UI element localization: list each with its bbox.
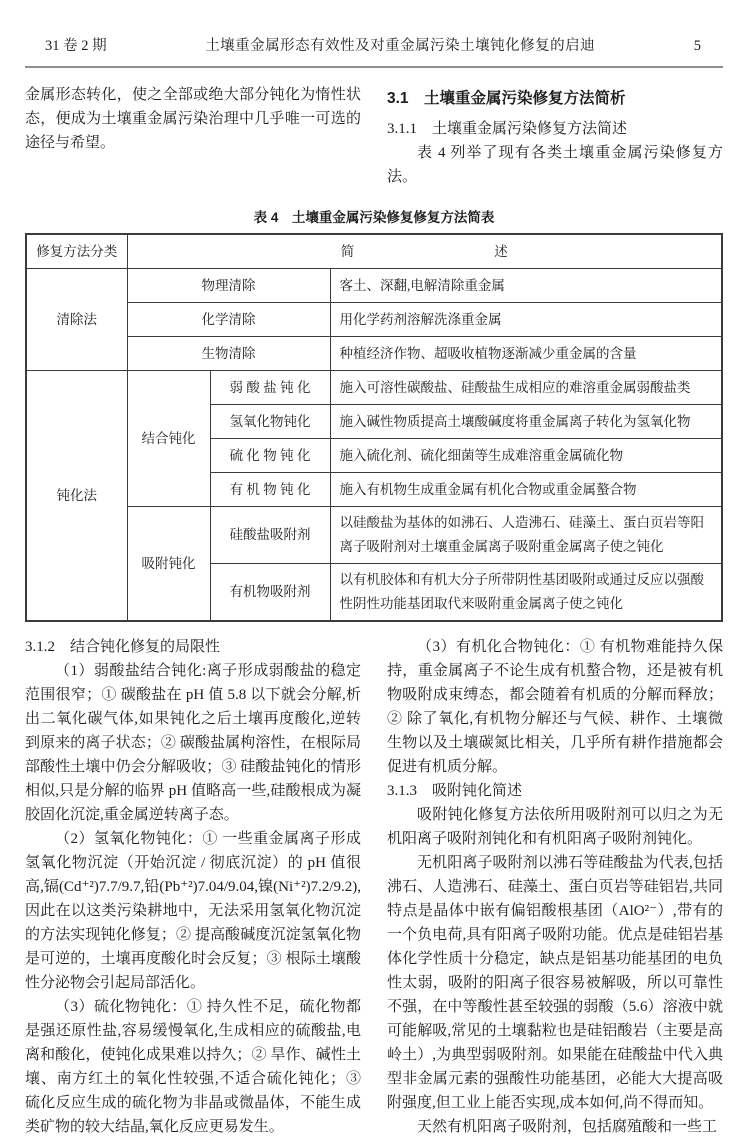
bottom-right-column (387, 635, 723, 1139)
table-header-category: 修复方法分类 (26, 234, 127, 269)
bottom-left-column (25, 635, 361, 1139)
top-columns (25, 83, 723, 189)
cell-category-removal: 清除法 (26, 269, 127, 371)
cell-method: 弱 酸 盐 钝 化 (210, 371, 330, 405)
section-heading-3-1-3: 3.1.3 吸附钝化简述 (387, 783, 523, 799)
paragraph-organic-compound: （3）有机化合物钝化：① 有机物难能持久保持，重金属离子不论生成有机螯合物，还是被有机物吸附成束缚态，都会随着有机质的分解而释放；② 除了氧化,有机物分解还与气候、耕作、土壤微生物以及土壤碳氮比相关，几乎所有耕作措施都会促进有机质分解。 (387, 639, 723, 775)
table-row (26, 303, 722, 337)
paragraph-continuation: 金属形态转化，使之全部或绝大部分钝化为惰性状态，便成为土壤重金属污染治理中几乎唯一可选的途径与希望。 (25, 87, 361, 151)
cell-method: 硅酸盐吸附剂 (210, 507, 330, 564)
cell-description: 用化学药剂溶解洗涤重金属 (330, 303, 722, 337)
cell-category-passivation: 钝化法 (26, 371, 127, 622)
table-row (26, 371, 722, 405)
cell-description: 以有机胶体和有机大分子所带阴性基团吸附或通过反应以强酸性阴性功能基团取代来吸附重金属离子使之钝化 (330, 564, 722, 622)
cell-description: 施入可溶性碳酸盐、硅酸盐生成相应的难溶重金属弱酸盐类 (330, 371, 722, 405)
paragraph-adsorption-intro: 吸附钝化修复方法依所用吸附剂可以归之为无机阳离子吸附剂钝化和有机阳离子吸附剂钝化。 (387, 807, 723, 847)
top-left-column (25, 83, 361, 189)
cell-subgroup-adsorption: 吸附钝化 (127, 507, 210, 622)
cell-description: 施入硫化剂、硫化细菌等生成难溶重金属硫化物 (330, 439, 722, 473)
section-heading-3-1: 3.1 土壤重金属污染修复方法简析 (387, 90, 626, 107)
cell-method: 有 机 物 钝 化 (210, 473, 330, 507)
cell-description: 客土、深翻,电解清除重金属 (330, 269, 722, 303)
cell-description: 种植经济作物、超吸收植物逐渐减少重金属的含量 (330, 337, 722, 371)
table-caption: 表 4 土壤重金属污染修复修复方法简表 (253, 210, 495, 225)
cell-method: 有机物吸附剂 (210, 564, 330, 622)
header-desc-left: 简 (340, 243, 355, 259)
cell-description: 施入碱性物质提高土壤酸碱度将重金属离子转化为氢氧化物 (330, 405, 722, 439)
table-row (26, 269, 722, 303)
remediation-methods-table (25, 233, 723, 622)
header-desc-right: 述 (494, 243, 508, 259)
cell-method: 生物清除 (127, 337, 330, 371)
table-row (26, 337, 722, 371)
running-head (25, 34, 723, 68)
page-number: 5 (693, 38, 701, 54)
paragraph-hydroxide: （2）氢氧化物钝化：① 一些重金属离子形成氢氧化物沉淀（开始沉淀 / 彻底沉淀）的 pH 值很高,镉(Cd⁺²)7.7/9.7,铅(Pb⁺²)7.04/9.04,镍(Ni⁺²)7.2/9.2),因此在以这类污染耕地中，无法采用氢氧化物沉淀的方法实现钝化修复；② 提高酸碱度沉淀氢氧化物是可逆的，土壤再度酸化时会反复；③ 根际土壤酸性分泌物会引起局部活化。 (25, 831, 361, 991)
table-header-description (127, 234, 722, 269)
paragraph-inorganic-adsorbent: 无机阳离子吸附剂以沸石等硅酸盐为代表,包括沸石、人造沸石、硅藻土、蛋白页岩等硅铝岩,共同特点是晶体中嵌有偏铝酸根基团（AlO²⁻）,带有的一个负电荷,具有阳离子吸附功能。优点是硅铝岩基体化学性质十分稳定，缺点是铝基功能基团的电负性太弱，吸附的阳离子很容易被解吸，所以可靠性不强，在中等酸性甚至较强的弱酸（5.6）溶液中就可能解吸,常见的土壤黏粒也是硅铝酸岩（主要是高岭土）,为典型弱吸附剂。如果能在硅酸盐中代入典型非金属元素的强酸性功能基团，必能大大提高吸附强度,但工业上能否实现,成本如何,尚不得而知。 (387, 855, 723, 1111)
cell-method: 物理清除 (127, 269, 330, 303)
cell-description: 施入有机物生成重金属有机化合物或重金属螯合物 (330, 473, 722, 507)
paragraph-weak-acid-salt: （1）弱酸盐结合钝化:离子形成弱酸盐的稳定范围很窄；① 碳酸盐在 pH 值 5.8 以下就会分解,析出二氧化碳气体,如果钝化之后土壤再度酸化,逆转到原来的离子状态；② 碳酸盐属枸溶性，在根际局部酸性土壤中仍会分解吸收；③ 硅酸盐钝化的情形相似,只是分解的临界 pH 值略高一些,硅酸根成为凝胶固化沉淀,重金属逆转离子态。 (25, 663, 361, 823)
paragraph-sulfide: （3）硫化物钝化：① 持久性不足，硫化物都是强还原性盐,容易缓慢氧化,生成相应的硫酸盐,电离和酸化，使钝化成果难以持久；② 旱作、碱性土壤、南方红土的氧化性较强,不适合硫化钝化；③ 硫化反应生成的硫化物为非晶或微晶体，不能生成类矿物的较大结晶,氧化反应更易发生。 (25, 999, 361, 1135)
cell-description: 以硅酸盐为基体的如沸石、人造沸石、硅藻土、蛋白页岩等阳离子吸附剂对土壤重金属离子吸附重金属离子使之钝化 (330, 507, 722, 564)
section-heading-3-1-1: 3.1.1 土壤重金属污染修复方法简述 (387, 121, 628, 137)
cell-method: 氢氧化物钝化 (210, 405, 330, 439)
running-title: 土壤重金属形态有效性及对重金属污染土壤钝化修复的启迪 (205, 38, 596, 54)
cell-method: 硫 化 物 钝 化 (210, 439, 330, 473)
top-right-column (387, 83, 723, 189)
cell-subgroup-combined: 结合钝化 (127, 371, 210, 507)
section-heading-3-1-2: 3.1.2 结合钝化修复的局限性 (25, 639, 221, 655)
paragraph-table-intro: 表 4 列举了现有各类土壤重金属污染修复方法。 (387, 145, 723, 185)
journal-issue: 31 卷 2 期 (45, 38, 107, 54)
table-header-row (26, 234, 722, 269)
bottom-columns (25, 635, 723, 1139)
cell-method: 化学清除 (127, 303, 330, 337)
paragraph-natural-adsorbent: 天然有机阳离子吸附剂，包括腐殖酸和一些工 (417, 1119, 718, 1135)
table-row (26, 507, 722, 564)
